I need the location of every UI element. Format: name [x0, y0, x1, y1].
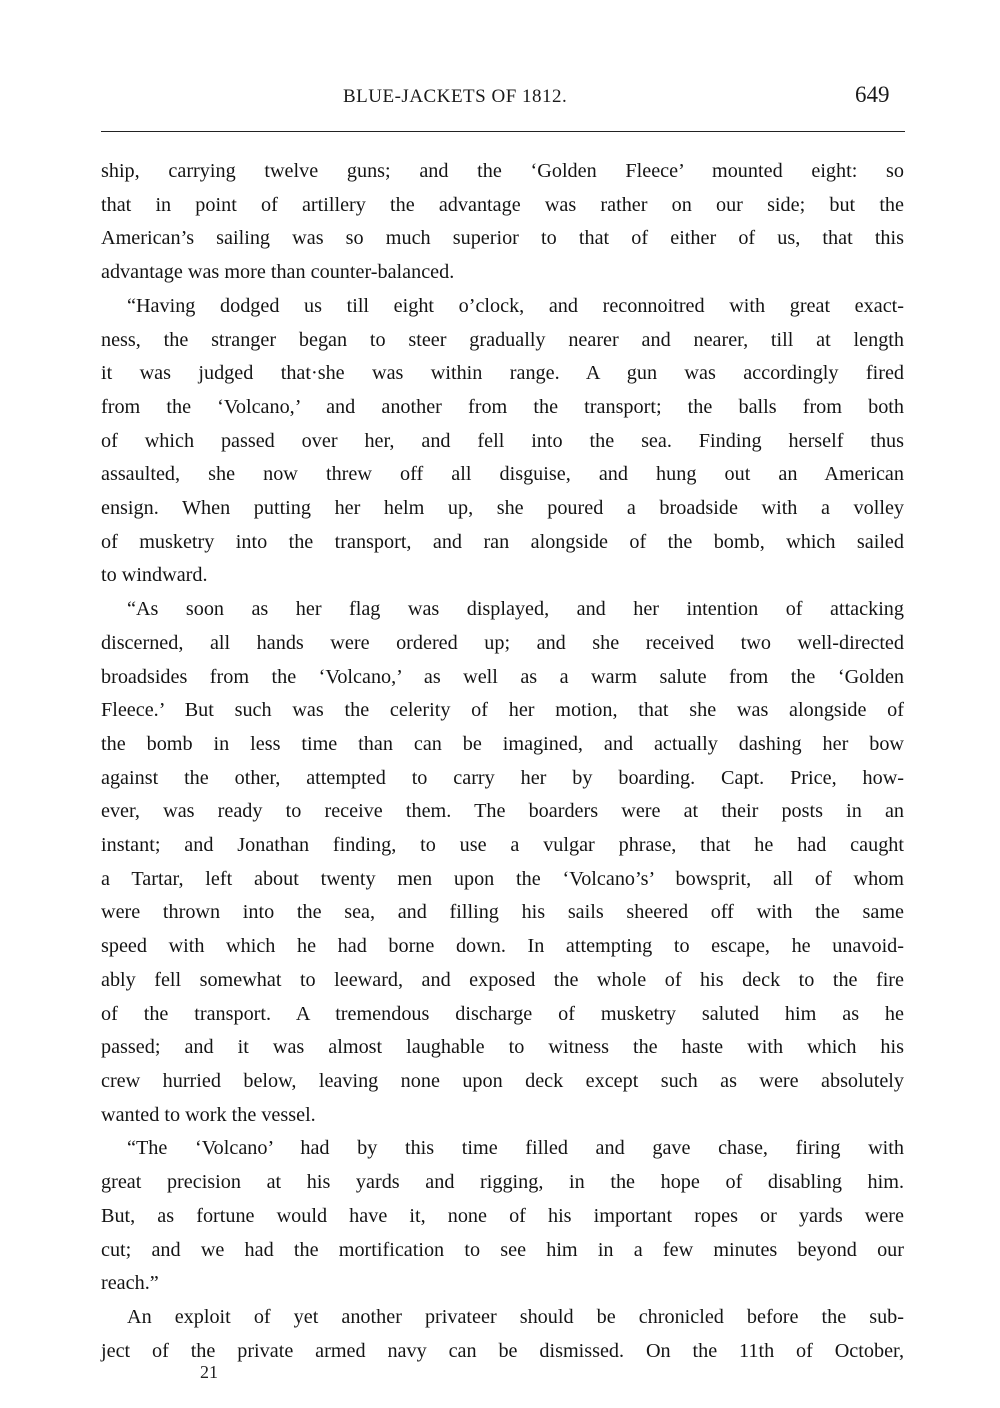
text-line: passed; and it was almost laughable to witness the haste with which his [101, 1036, 904, 1059]
text-line: broadsides from the ‘Volcano,’ as well as a warm salute from the ‘Golden [101, 665, 904, 688]
text-line: advantage was more than counter-balanced. [101, 261, 455, 284]
text-line: ness, the stranger began to steer gradually nearer and nearer, till at length [101, 328, 904, 351]
paragraph [101, 1301, 904, 1368]
body-text [101, 155, 904, 1368]
text-line: great precision at his yards and rigging, in the hope of disabling him. [101, 1171, 904, 1194]
paragraph [101, 290, 904, 593]
text-line: against the other, attempted to carry her by boarding. Capt. Price, how- [101, 766, 904, 789]
page-number: 649 [855, 82, 890, 107]
header-rule [101, 131, 905, 132]
text-line: wanted to work the vessel. [101, 1103, 316, 1126]
text-line: “Having dodged us till eight o’clock, and reconnoitred with great exact- [127, 294, 904, 317]
text-line: the bomb in less time than can be imagined, and actually dashing her bow [101, 732, 904, 755]
text-line: ably fell somewhat to leeward, and exposed the whole of his deck to the fire [101, 968, 904, 991]
text-line: assaulted, she now threw off all disguise, and hung out an American [101, 463, 904, 486]
text-line: instant; and Jonathan finding, to use a vulgar phrase, that he had caught [101, 834, 904, 857]
paragraph [101, 593, 904, 1132]
text-line: discerned, all hands were ordered up; and she received two well-directed [101, 631, 904, 654]
paragraph [101, 1132, 904, 1301]
text-line: from the ‘Volcano,’ and another from the transport; the balls from both [101, 395, 904, 418]
text-line: a Tartar, left about twenty men upon the ‘Volcano’s’ bowsprit, all of whom [101, 867, 904, 890]
text-line: ensign. When putting her helm up, she poured a broadside with a volley [101, 497, 904, 520]
text-line: American’s sailing was so much superior to that of either of us, that this [101, 227, 904, 250]
paragraph [101, 155, 904, 290]
text-line: reach.” [101, 1272, 159, 1295]
text-line: ever, was ready to receive them. The boarders were at their posts in an [101, 800, 904, 823]
text-line: ship, carrying twelve guns; and the ‘Golden Fleece’ mounted eight: so [101, 160, 904, 182]
text-line: that in point of artillery the advantage was rather on our side; but the [101, 193, 904, 216]
text-line: An exploit of yet another privateer should be chronicled before the sub- [127, 1305, 904, 1328]
text-line: cut; and we had the mortification to see him in a few minutes beyond our [101, 1238, 904, 1261]
text-line: crew hurried below, leaving none upon deck except such as were absolutely [101, 1069, 904, 1092]
text-line: of musketry into the transport, and ran alongside of the bomb, which sailed [101, 530, 904, 553]
text-line: ject of the private armed navy can be dismissed. On the 11th of October, [101, 1339, 904, 1362]
signature-mark: 21 [200, 1362, 218, 1382]
running-title: BLUE-JACKETS OF 1812. [343, 86, 568, 107]
text-line: “As soon as her flag was displayed, and her intention of attacking [127, 598, 904, 621]
text-line: it was judged that·she was within range. A gun was accordingly fired [101, 362, 904, 385]
text-line: of which passed over her, and fell into the sea. Finding herself thus [101, 429, 904, 452]
text-line: to windward. [101, 564, 208, 587]
text-line: But, as fortune would have it, none of his important ropes or yards were [101, 1204, 904, 1227]
text-line: Fleece.’ But such was the celerity of her motion, that she was alongside of [101, 699, 904, 722]
text-line: were thrown into the sea, and filling his sails sheered off with the same [101, 901, 904, 924]
text-line: “The ‘Volcano’ had by this time filled and gave chase, firing with [127, 1137, 904, 1160]
text-line: of the transport. A tremendous discharge of musketry saluted him as he [101, 1002, 904, 1025]
text-line: speed with which he had borne down. In attempting to escape, he unavoid- [101, 935, 904, 958]
